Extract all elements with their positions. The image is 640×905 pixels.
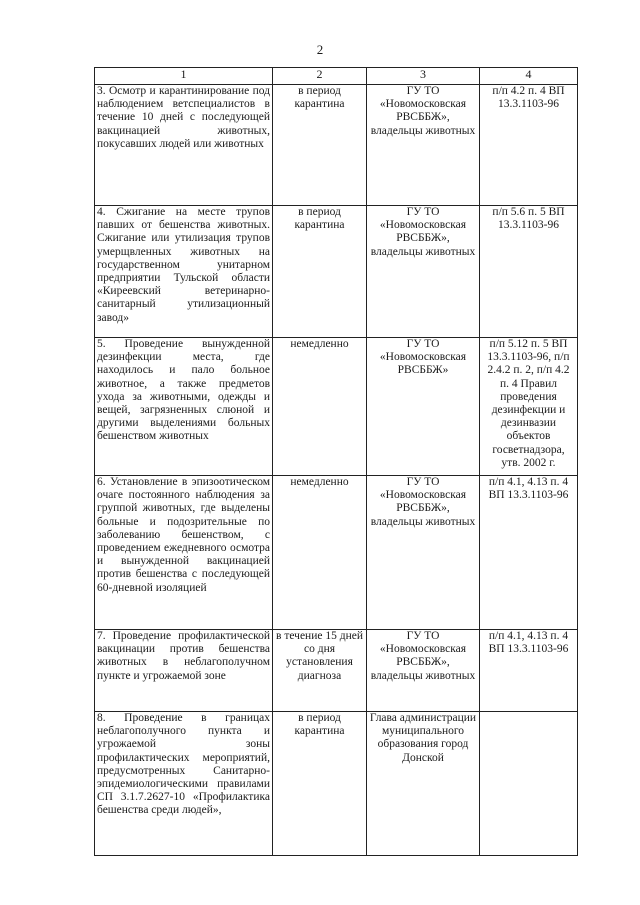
page-number: 2	[316, 42, 324, 57]
table-row	[95, 206, 578, 338]
basis-cell: п/п 4.2 п. 4 ВП 13.3.1103-96	[480, 85, 578, 206]
table-row	[95, 630, 578, 712]
column-header-2: 2	[273, 68, 367, 85]
executor-cell: ГУ ТО «Новомосковская РВСББЖ», владельцы животных	[367, 630, 480, 712]
table-header-row	[95, 68, 578, 85]
measure-cell: 6. Установление в эпизоотическом очаге постоянного наблюдения за группой животных, где выделены больные и подозрительные по заболеванию бешенством, с проведением ежедневного осмотра и вынужденной вакцинацией против бешенства с последующей 60-дневной изоляцией	[95, 476, 273, 630]
basis-cell: п/п 4.1, 4.13 п. 4 ВП 13.3.1103-96	[480, 476, 578, 630]
measure-cell: 5. Проведение вынужденной дезинфекции места, где находилось и пало больное животное, а также предметов ухода за животными, одежды и вещей, загрязненных слюной и другими выделениями больных бешенством животных	[95, 338, 273, 476]
term-cell: в период карантина	[273, 85, 367, 206]
term-cell: в течение 15 дней со дня установления диагноза	[273, 630, 367, 712]
table-row	[95, 338, 578, 476]
executor-cell: ГУ ТО «Новомосковская РВСББЖ»	[367, 338, 480, 476]
column-header-4: 4	[480, 68, 578, 85]
executor-cell: ГУ ТО «Новомосковская РВСББЖ», владельцы животных	[367, 476, 480, 630]
executor-cell: ГУ ТО «Новомосковская РВСББЖ», владельцы животных	[367, 85, 480, 206]
basis-cell	[480, 712, 578, 856]
measure-cell: 7. Проведение профилактической вакцинации против бешенства животных в неблагополучном пункте и угрожаемой зоне	[95, 630, 273, 712]
measures-table	[94, 67, 578, 856]
measure-cell: 3. Осмотр и карантинирование под наблюдением ветспециалистов в течение 10 дней с последующей вакцинацией животных, покусавших людей или животных	[95, 85, 273, 206]
basis-cell: п/п 4.1, 4.13 п. 4 ВП 13.3.1103-96	[480, 630, 578, 712]
term-cell: немедленно	[273, 338, 367, 476]
basis-cell: п/п 5.12 п. 5 ВП 13.3.1103-96, п/п 2.4.2 п. 2, п/п 4.2 п. 4 Правил проведения дезинфекции и дезинвазии объектов госветнадзора, утв. 2002 г.	[480, 338, 578, 476]
measure-cell: 4. Сжигание на месте трупов павших от бешенства животных. Сжигание или утилизация трупов умерщвленных животных на государственном унитарном предприятии Тульской области «Киреевский ветеринарно-санитарный утилизационный завод»	[95, 206, 273, 338]
term-cell: немедленно	[273, 476, 367, 630]
table-row	[95, 476, 578, 630]
term-cell: в период карантина	[273, 206, 367, 338]
column-header-3: 3	[367, 68, 480, 85]
term-cell: в период карантина	[273, 712, 367, 856]
basis-cell: п/п 5.6 п. 5 ВП 13.3.1103-96	[480, 206, 578, 338]
table-row	[95, 85, 578, 206]
measure-cell: 8. Проведение в границах неблагополучного пункта и угрожаемой зоны профилактических мероприятий, предусмотренных Санитарно-эпидемиологическими правилами СП 3.1.7.2627-10 «Профилактика бешенства среди людей»,	[95, 712, 273, 856]
executor-cell: ГУ ТО «Новомосковская РВСББЖ», владельцы животных	[367, 206, 480, 338]
executor-cell: Глава администрации муниципального образования город Донской	[367, 712, 480, 856]
table-row	[95, 712, 578, 856]
column-header-1: 1	[95, 68, 273, 85]
